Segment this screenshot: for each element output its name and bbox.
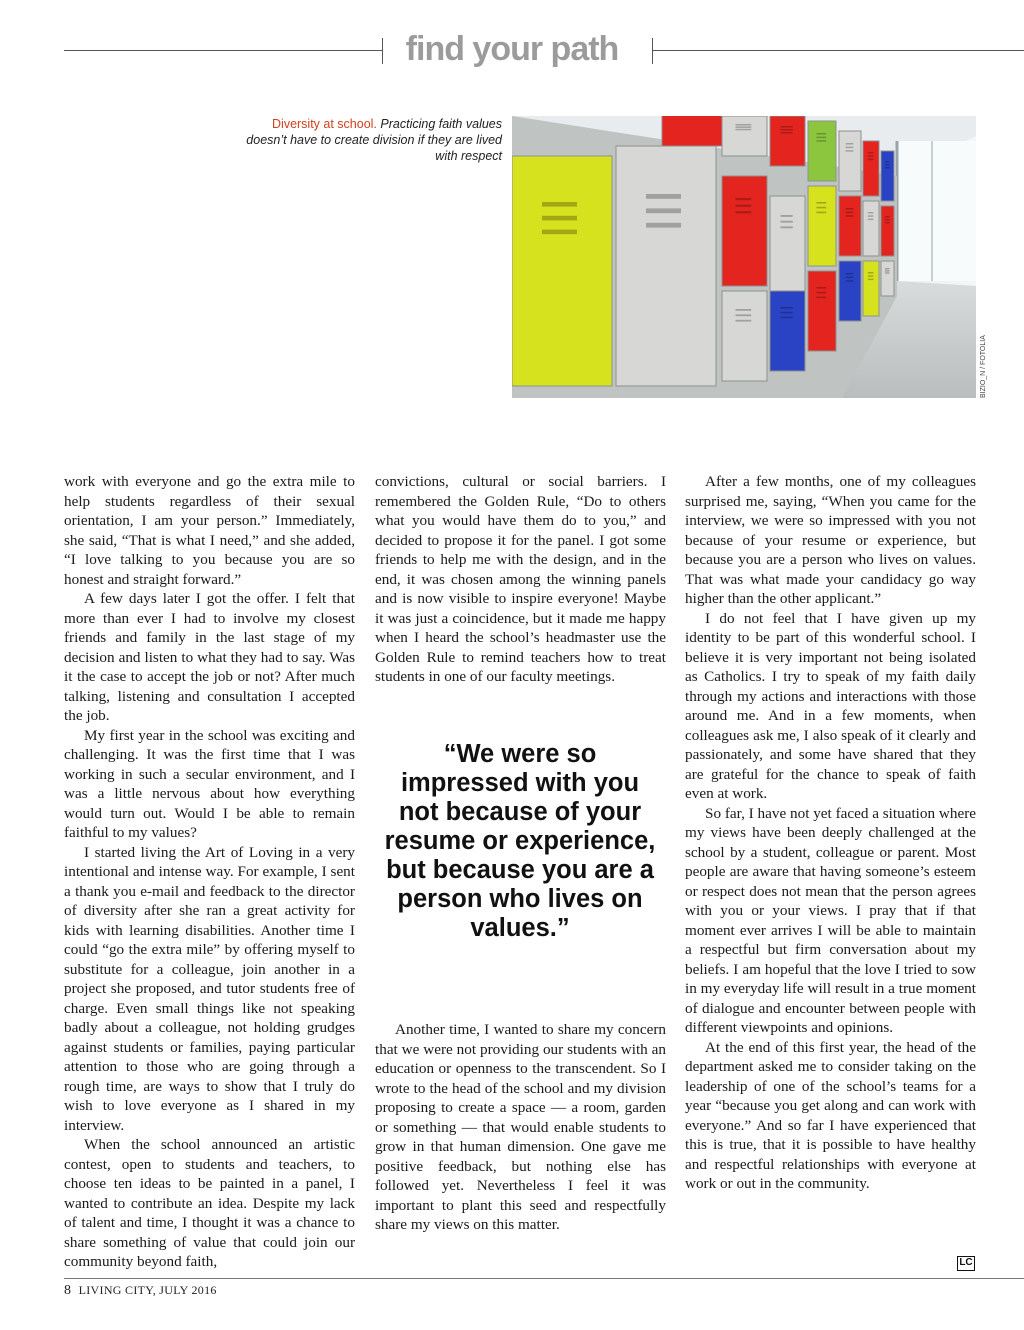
paragraph: My first year in the school was exciting and challenging. It was the first time that I was working in such a secular environment, and I was a little nervous about how everything would turn out. Would I be able to remain faithful to my values? xyxy=(64,726,355,841)
locker-vent xyxy=(736,314,752,316)
paragraph: So far, I have not yet faced a situation where my views have been deeply challenged at the school by a student, colleague or parent. Most people are aware that having someone’s esteem or respect does not mean that the person agrees with you or your views. I pray that if that moment ever arrives I will be able to maintain a respectful but firm conversation about my beliefs. I am hopeful that the love I tried to sow in my everyday life will result in a true moment of dialogue and encounter between people with different viewpoints and opinions. xyxy=(685,804,976,1036)
lockers-photo xyxy=(512,116,976,398)
locker-vent xyxy=(781,129,793,131)
locker-door-red xyxy=(722,176,767,286)
locker-vent xyxy=(542,202,577,207)
locker-vent xyxy=(781,126,793,128)
locker-vent xyxy=(736,205,752,207)
locker-vent xyxy=(885,268,890,270)
locker-vent xyxy=(868,279,874,281)
photo-credit: BIZIO_N / FOTOLIA xyxy=(980,335,987,398)
locker-vent xyxy=(816,207,826,209)
locker-vent xyxy=(816,133,826,135)
locker-vent xyxy=(816,137,826,139)
locker-door-blue xyxy=(881,151,894,201)
locker-door-blue xyxy=(770,291,805,371)
locker-vent xyxy=(816,140,826,142)
locker-vent xyxy=(816,212,826,214)
locker-vent xyxy=(781,215,793,217)
locker-door-red xyxy=(863,141,879,196)
locker-vent xyxy=(781,317,793,319)
locker-door-red xyxy=(808,271,836,351)
article-column-2-bottom xyxy=(375,1020,666,1235)
locker-vent xyxy=(781,226,793,228)
article-column-3 xyxy=(685,472,976,1194)
locker-vent xyxy=(846,212,854,214)
locker-vent xyxy=(781,312,793,314)
end-mark-logo: LC xyxy=(957,1256,975,1271)
locker-vent xyxy=(736,198,752,200)
locker-vent xyxy=(646,223,681,228)
locker-vent xyxy=(846,147,854,149)
section-title: find your path xyxy=(405,30,619,68)
page-number: 8 xyxy=(64,1283,72,1298)
locker-vent xyxy=(885,270,890,272)
paragraph: work with everyone and go the extra mile to help students regardless of their sexual orientation, I am your person.” Immediately, she said, “That is what I need,” and she added, “I love talking to you because you are so honest and straight forward.” xyxy=(64,473,355,588)
locker-vent xyxy=(646,208,681,213)
locker-vent xyxy=(781,307,793,309)
locker-vent xyxy=(736,126,752,128)
photo-caption xyxy=(240,116,502,164)
locker-vent xyxy=(868,212,874,214)
article-column-2-top xyxy=(375,472,666,687)
locker-vent xyxy=(542,230,577,235)
locker-vent xyxy=(868,215,874,217)
locker-vent xyxy=(816,202,826,204)
locker-vent xyxy=(868,219,874,221)
locker-vent xyxy=(868,152,874,154)
paragraph: Another time, I wanted to share my concern that we were not providing our students with an education or openness to the transcendent. So I wrote to the head of the school and my division proposing to create a space — a room, garden or something — that would enable students to grow in that human dimension. One gave me positive feedback, but nothing else has followed yet. Nevertheless I feel it was important to plant this seed and respectfully share my views on this matter. xyxy=(375,1021,666,1233)
locker-door-grey xyxy=(881,261,894,296)
locker-vent xyxy=(885,216,890,218)
locker-door-red xyxy=(662,116,722,146)
caption-text: Practicing faith values doesn’t have to create division if they are lived with respect xyxy=(246,117,502,163)
locker-vent xyxy=(736,309,752,311)
locker-door-grey xyxy=(722,116,767,156)
locker-vent xyxy=(868,272,874,274)
locker-vent xyxy=(868,275,874,277)
locker-vent xyxy=(542,216,577,221)
locker-door-red xyxy=(881,206,894,256)
locker-door-grey xyxy=(839,131,861,191)
locker-vent xyxy=(781,132,793,134)
paragraph: When the school announced an artistic contest, open to students and teachers, to choose ten ideas to be painted in a panel, I wanted to contribute an idea. Despite my lack of talent and time, I thought it was a chance to share something of value that could join our community beyond faith, xyxy=(64,1136,355,1270)
paragraph: After a few months, one of my colleagues surprised me, saying, “When you came for the interview, we were so impressed with you not because of your resume or experience, but because you are a person who lives on values. That was what made your candidacy go way higher than the other applicant.” xyxy=(685,473,976,607)
locker-vent xyxy=(846,273,854,275)
locker-vent xyxy=(736,129,752,131)
locker-vent xyxy=(736,320,752,322)
caption-lead: Diversity at school. xyxy=(272,117,377,131)
article-column-1 xyxy=(64,472,355,1272)
locker-door-yellow xyxy=(863,261,879,316)
locker-door-grey xyxy=(770,196,805,291)
locker-door-yellow xyxy=(512,156,612,386)
locker-vent xyxy=(846,277,854,279)
paragraph: At the end of this first year, the head of the department asked me to consider taking on the leadership of one of the school’s teams for a year “because you get along and can work with everyone.” And so far I have experienced that this is true, that it is possible to have healthy and respectful relationships with everyone at work or out in the community. xyxy=(685,1038,976,1192)
locker-vent xyxy=(816,297,826,299)
locker-door-blue xyxy=(839,261,861,321)
paragraph: I do not feel that I have given up my identity to be part of this wonderful school. I believe it is very important not being isolated as Catholics. I try to speak of my faith daily through my actions and interactions with those around me. And in a few moments, when colleagues ask me, I also speak of it clearly and passionately, and some have shared that they are grateful for the chance to speak of faith even at work. xyxy=(685,609,976,802)
locker-vent xyxy=(885,161,890,163)
locker-vent xyxy=(885,219,890,221)
pull-quote: “We were so impressed with you not because of your resume or experience, but because you are a person who lives on values.” xyxy=(384,740,656,942)
locker-vent xyxy=(885,164,890,166)
locker-door-red xyxy=(839,196,861,256)
page-footer xyxy=(64,1283,217,1299)
locker-vent xyxy=(885,272,890,274)
locker-door-yellow xyxy=(808,186,836,266)
locker-vent xyxy=(846,150,854,152)
locker-vent xyxy=(736,211,752,213)
paragraph: A few days later I got the offer. I felt that more than ever I had to involve my closest friends and family in the last stage of my decision and listen to what they had to say. Was it the case to accept the job or not? After much talking, listening and consultation I accepted the job. xyxy=(64,590,355,724)
locker-vent xyxy=(816,287,826,289)
locker-vent xyxy=(846,143,854,145)
locker-door-grey xyxy=(863,201,879,256)
locker-vent xyxy=(736,124,752,126)
locker-door-green xyxy=(808,121,836,181)
locker-vent xyxy=(816,292,826,294)
locker-vent xyxy=(646,194,681,199)
locker-vent xyxy=(868,155,874,157)
paragraph: I started living the Art of Loving in a very intentional and intense way. For example, I sent a thank you e-mail and feedback to the director of diversity after she ran a great activity for kids with learning disabilities. Another time I could “go the extra mile” by offering myself to substitute for a colleague, join another in a project she proposed, and tutor students free of charge. Even small things like not speaking badly about a colleague, not holding grudges against students or families, paying particular attention to those who are going through a rough time, are ways to show that I truly do wish to love everyone as I shared in my interview. xyxy=(64,843,355,1134)
publication-line: LIVING CITY, JULY 2016 xyxy=(78,1283,217,1297)
locker-vent xyxy=(885,222,890,224)
locker-vent xyxy=(885,167,890,169)
locker-vent xyxy=(868,159,874,161)
locker-vent xyxy=(846,215,854,217)
footer-rule xyxy=(64,1278,1024,1279)
locker-door-grey xyxy=(616,146,716,386)
locker-door-grey xyxy=(722,291,767,381)
locker-vent xyxy=(846,280,854,282)
locker-door-red xyxy=(770,116,805,166)
locker-vent xyxy=(846,208,854,210)
paragraph: convictions, cultural or social barriers. I remembered the Golden Rule, “Do to others what you would have them do to you,” and decided to propose it for the panel. I got some friends to help me with the design, and in the end, it was chosen among the winning panels and is now visible to inspire everyone! Maybe it was just a coincidence, but it made me happy when I heard the school’s headmaster use the Golden Rule to remind teachers how to treat students in one of our faculty meetings. xyxy=(375,473,666,685)
locker-vent xyxy=(781,221,793,223)
lockers-illustration xyxy=(512,116,976,398)
